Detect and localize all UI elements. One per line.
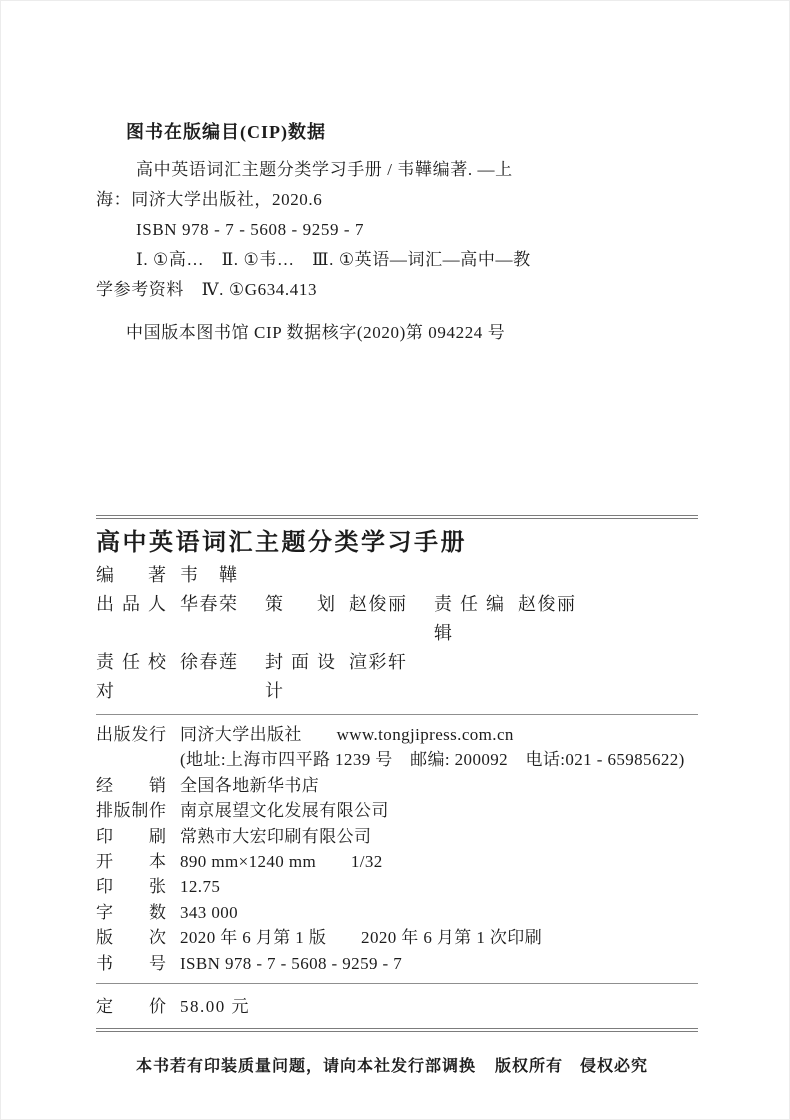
field-value-producer: 华春荣 [180, 594, 239, 614]
cip-line-classification-2: 学参考资料 Ⅳ. ①G634.413 [96, 280, 318, 299]
field-label-planner: 策划 [265, 594, 335, 614]
field-value-author: 韦 鞾 [180, 565, 239, 585]
notice-copyright-text: 版权所有 侵权必究 [494, 1058, 648, 1076]
field-value-printing: 常熟市大宏印刷有限公司 [180, 826, 372, 846]
field-label-empty [96, 747, 166, 772]
field-value-price: 58.00 元 [180, 997, 250, 1017]
pub-row-sheets [96, 874, 698, 899]
credit-pair [96, 648, 265, 706]
pub-row-edition [96, 925, 698, 950]
field-label-editor: 责任编辑 [434, 594, 504, 643]
pub-row-typesetting [96, 798, 698, 823]
field-value-format: 890 mm×1240 mm 1/32 [180, 852, 383, 872]
field-value-planner: 赵俊丽 [349, 594, 408, 614]
field-label-isbn: 书号 [96, 953, 166, 973]
double-rule-bottom [96, 1028, 698, 1032]
credits-block [96, 561, 698, 706]
field-label-distribution: 经销 [96, 775, 166, 795]
field-label-edition: 版次 [96, 928, 166, 948]
field-value-address: (地址:上海市四平路 1239 号 邮编: 200092 电话:021 - 65985622) [180, 750, 685, 770]
field-value-edition: 2020 年 6 月第 1 版 2020 年 6 月第 1 次印刷 [180, 928, 543, 948]
field-value-wordcount: 343 000 [180, 902, 239, 922]
cip-record-number: 中国版本图书馆 CIP 数据核字(2020)第 094224 号 [126, 323, 506, 342]
field-value-cover-design: 渲彩轩 [349, 652, 408, 672]
pub-row-format [96, 849, 698, 874]
pub-row-publisher [96, 722, 698, 747]
field-label-sheets: 印张 [96, 877, 166, 897]
cip-line-publisher: 海：同济大学出版社，2020.6 [96, 190, 323, 209]
field-value-distribution: 全国各地新华书店 [180, 775, 320, 795]
cip-heading: 图书在版编目(CIP)数据 [126, 122, 326, 142]
publishing-block [96, 722, 698, 976]
credit-pair [434, 590, 603, 648]
cip-block [96, 1, 698, 348]
quality-notice [96, 1055, 698, 1079]
single-rule-price [96, 983, 698, 984]
single-rule-credits [96, 714, 698, 715]
cip-line-classification-1: Ⅰ. ①高… Ⅱ. ①韦… Ⅲ. ①英语—词汇—高中—教 [136, 250, 531, 269]
credits-row-producer [96, 590, 698, 648]
pub-row-distribution [96, 773, 698, 798]
field-value-proofreader: 徐春莲 [180, 652, 239, 672]
field-label-producer: 出品人 [96, 594, 166, 614]
field-label-wordcount: 字数 [96, 902, 166, 922]
price-block [96, 994, 698, 1019]
cip-line-title: 高中英语词汇主题分类学习手册 / 韦鞾编著. —上 [136, 160, 513, 179]
credits-row-author [96, 561, 698, 590]
credit-pair [96, 561, 265, 590]
notice-exchange-text: 本书若有印装质量问题，请向本社发行部调换 [136, 1058, 477, 1076]
cip-line-isbn: ISBN 978 - 7 - 5608 - 9259 - 7 [136, 220, 365, 239]
field-value-typesetting: 南京展望文化发展有限公司 [180, 801, 389, 821]
field-value-publisher: 同济大学出版社 www.tongjipress.com.cn [180, 725, 514, 744]
book-title: 高中英语词汇主题分类学习手册 [96, 529, 467, 556]
field-label-printing: 印刷 [96, 826, 166, 846]
pub-row-wordcount [96, 900, 698, 925]
field-label-format: 开本 [96, 852, 166, 872]
credit-pair [96, 590, 265, 648]
field-label-publisher: 出版发行 [96, 725, 166, 744]
field-value-sheets: 12.75 [180, 877, 221, 897]
field-value-editor: 赵俊丽 [518, 594, 577, 614]
field-label-cover-design: 封面设计 [265, 652, 335, 701]
field-label-author: 编著 [96, 565, 166, 585]
pub-row-address [96, 747, 698, 772]
field-value-isbn: ISBN 978 - 7 - 5608 - 9259 - 7 [180, 953, 403, 973]
page-content [96, 1, 698, 1079]
field-label-typesetting: 排版制作 [96, 801, 166, 821]
field-label-price: 定价 [96, 997, 166, 1017]
double-rule-top [96, 515, 698, 519]
credit-pair [265, 590, 434, 648]
pub-row-isbn [96, 951, 698, 976]
credits-row-proofread [96, 648, 698, 706]
credit-pair [265, 648, 434, 706]
pub-row-printing [96, 824, 698, 849]
field-label-proofreader: 责任校对 [96, 652, 166, 701]
